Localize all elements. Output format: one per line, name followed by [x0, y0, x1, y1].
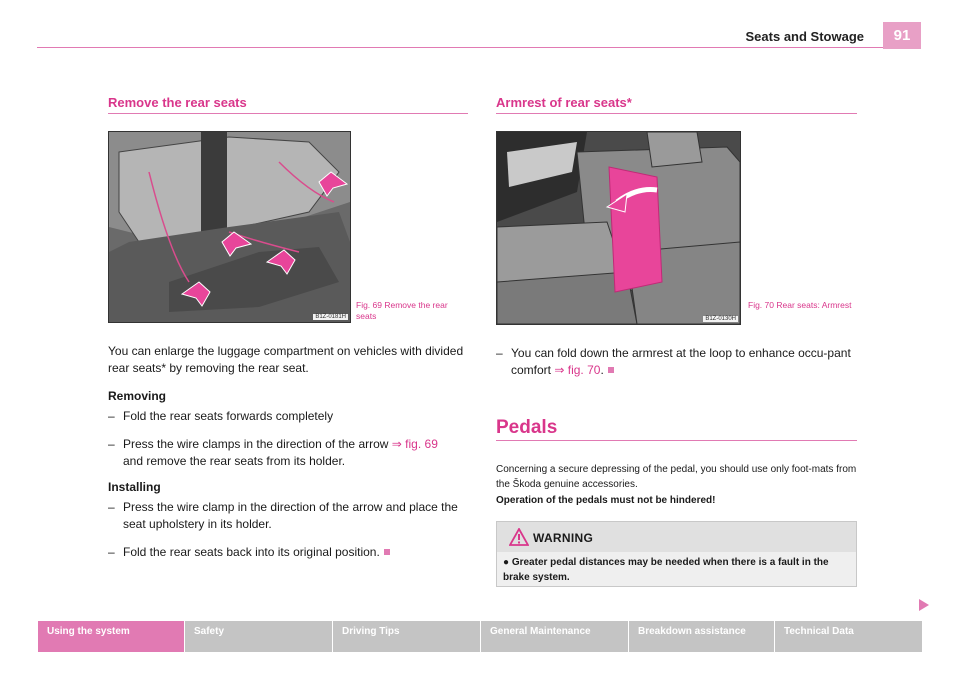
step-fold-armrest: – You can fold down the armrest at the loop to enhance occu-pant comfort ⇒ fig. 70. — [496, 346, 851, 377]
section-rule — [496, 113, 857, 114]
pedals-paragraph: Concerning a secure depressing of the pedal, you should use only foot-mats from the Škoda genuine accessories. — [496, 464, 857, 490]
pedals-note: Operation of the pedals must not be hindered! — [496, 495, 716, 506]
section-rule — [496, 440, 857, 441]
running-header-title: Seats and Stowage — [745, 29, 864, 44]
step-fold-back: – Fold the rear seats back into its original position. — [108, 544, 468, 561]
warning-text: ● Greater pedal distances may be needed when there is a fault in the brake system. — [503, 557, 829, 583]
armrest-illustration — [497, 132, 740, 324]
step-fold-forward: – Fold the rear seats forwards completely — [108, 409, 334, 423]
figure-caption: Fig. 70 Rear seats: Armrest — [748, 300, 852, 310]
nav-tab-safety[interactable]: Safety — [185, 621, 333, 652]
next-page-arrow-icon[interactable] — [919, 599, 929, 611]
section-rule — [108, 113, 468, 114]
figure-id-label: B1Z-0130H — [705, 316, 736, 322]
nav-tab-breakdown-assistance[interactable]: Breakdown assistance — [629, 621, 775, 652]
figure-remove-rear-seats — [108, 131, 351, 323]
rear-seats-illustration — [109, 132, 350, 322]
figure-armrest — [496, 131, 741, 325]
nav-tab-driving-tips[interactable]: Driving Tips — [333, 621, 481, 652]
header-rule — [37, 47, 883, 48]
installing-label: Installing — [108, 480, 161, 494]
section-heading-pedals: Pedals — [496, 417, 558, 438]
figure-id-label: B1Z-0181H — [315, 314, 346, 320]
warning-box — [496, 521, 857, 587]
page-number: 91 — [883, 22, 921, 49]
section-heading-armrest: Armrest of rear seats* — [496, 95, 632, 110]
warning-label: WARNING — [533, 531, 594, 545]
end-mark — [608, 367, 614, 373]
end-mark — [384, 549, 390, 555]
intro-paragraph: You can enlarge the luggage compartment on vehicles with divided rear seats* by removing the rear seat. — [108, 344, 464, 375]
section-heading-remove-rear-seats: Remove the rear seats — [108, 95, 247, 110]
figure-caption: Fig. 69 Remove the rear seats — [356, 300, 448, 321]
removing-label: Removing — [108, 389, 167, 403]
chapter-nav — [38, 621, 922, 652]
fig-69-link[interactable]: ⇒ fig. 69 — [391, 437, 438, 451]
warning-triangle-icon — [509, 528, 529, 546]
step-install-clamp: – Press the wire clamp in the direction of the arrow and place the seat upholstery in its holder. — [108, 500, 458, 531]
step-press-clamps: – Press the wire clamps in the direction of the arrow ⇒ fig. 69 and remove the rear seats from its holder. — [108, 437, 438, 468]
nav-tab-technical-data[interactable]: Technical Data — [775, 621, 922, 652]
fig-70-link[interactable]: ⇒ fig. 70 — [554, 363, 601, 377]
nav-tab-using-the-system[interactable]: Using the system — [38, 621, 185, 652]
nav-tab-general-maintenance[interactable]: General Maintenance — [481, 621, 629, 652]
